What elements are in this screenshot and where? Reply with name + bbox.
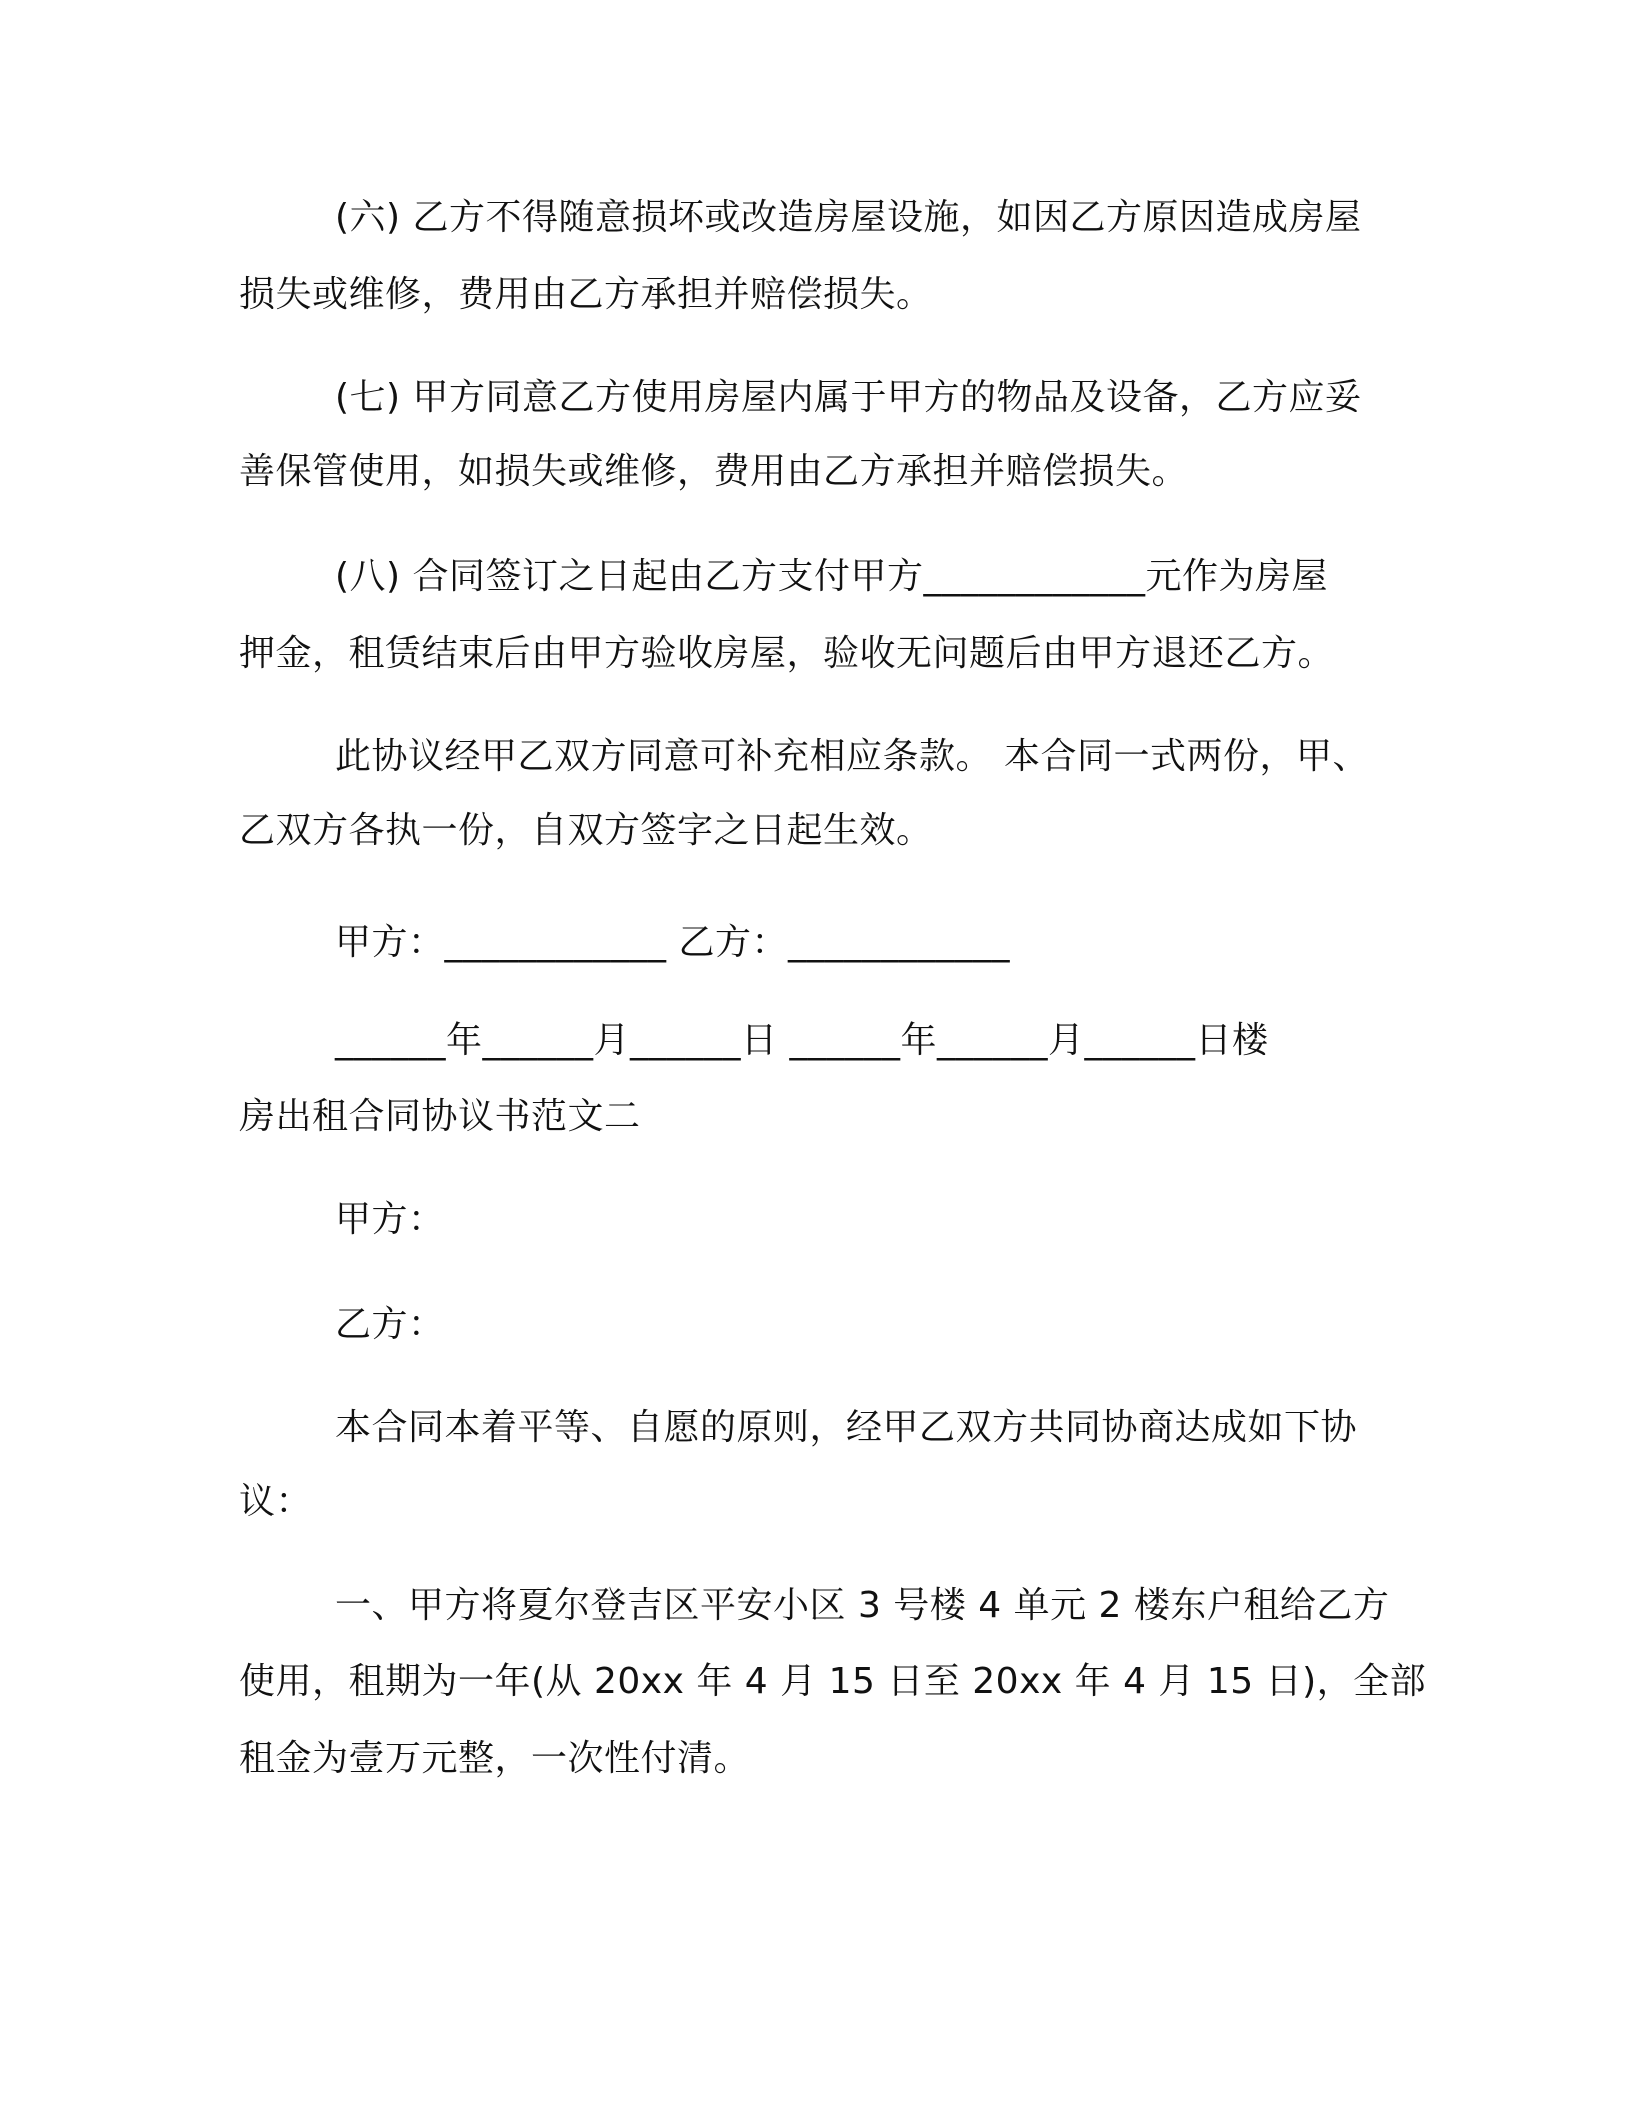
paragraph-line: 善保管使用，如损失或维修，费用由乙方承担并赔偿损失。 xyxy=(239,451,1189,492)
section-title: 房出租合同协议书范文二 xyxy=(239,1096,641,1137)
paragraph-line: 损失或维修，费用由乙方承担并赔偿损失。 xyxy=(239,274,933,315)
paragraph-line: (八) 合同签订之日起由乙方支付甲方____________元作为房屋 xyxy=(335,556,1329,597)
party-a-label: 甲方： xyxy=(335,1199,445,1240)
signature-line: 甲方：____________ 乙方：____________ xyxy=(335,922,1010,963)
paragraph-line: 此协议经甲乙双方同意可补充相应条款。 本合同一式两份，甲、 xyxy=(335,736,1369,777)
paragraph-line: 一、甲方将夏尔登吉区平安小区 3 号楼 4 单元 2 楼东户租给乙方 xyxy=(335,1585,1390,1626)
party-b-label: 乙方： xyxy=(335,1304,445,1345)
paragraph-line: (六) 乙方不得随意损坏或改造房屋设施，如因乙方原因造成房屋 xyxy=(335,197,1362,238)
paragraph-line: 押金，租赁结束后由甲方验收房屋，验收无问题后由甲方退还乙方。 xyxy=(239,633,1335,674)
paragraph-line: 乙双方各执一份，自双方签字之日起生效。 xyxy=(239,810,933,851)
paragraph-line: 使用，租期为一年(从 20xx 年 4 月 15 日至 20xx 年 4 月 15 日)，全部 xyxy=(239,1661,1427,1702)
date-line: ______年______月______日 ______年______月______日楼 xyxy=(335,1020,1269,1061)
paragraph-line: 议： xyxy=(239,1481,313,1522)
paragraph-line: 租金为壹万元整，一次性付清。 xyxy=(239,1738,751,1779)
paragraph-line: (七) 甲方同意乙方使用房屋内属于甲方的物品及设备，乙方应妥 xyxy=(335,377,1362,418)
paragraph-line: 本合同本着平等、自愿的原则，经甲乙双方共同协商达成如下协 xyxy=(335,1407,1358,1448)
